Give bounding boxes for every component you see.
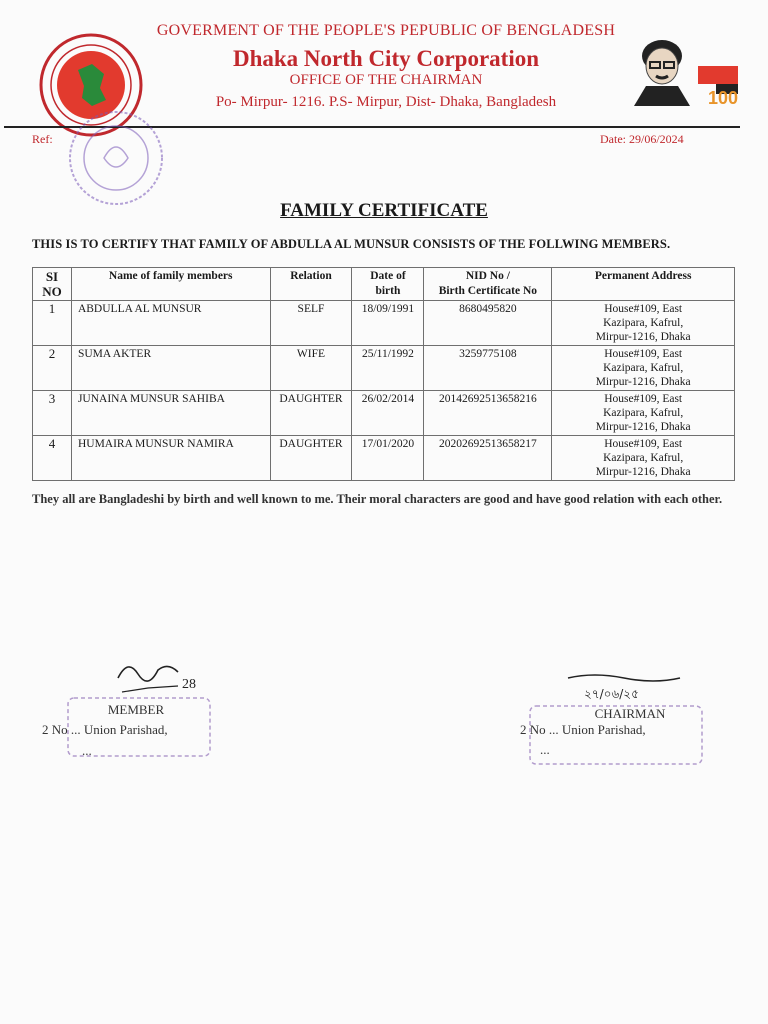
character-statement: They all are Bangladeshi by birth and well known to me. Their moral characters are good and have good relation with each other. (32, 492, 723, 506)
cell-relation: DAUGHTER (270, 436, 352, 481)
office-heading: OFFICE OF THE CHAIRMAN (289, 72, 483, 88)
table-header-row (33, 268, 735, 301)
header-relation: Relation (270, 268, 352, 301)
cell-dob: 25/11/1992 (352, 346, 424, 391)
table-row (33, 346, 735, 391)
portrait-logo (628, 32, 756, 108)
cell-address: House#109, East Kazipara, Kafrul, Mirpur-1216, Dhaka (552, 301, 735, 346)
cell-dob: 26/02/2014 (352, 391, 424, 436)
header-nid: NID No / Birth Certificate No (424, 268, 552, 301)
cell-serial: 2 (33, 346, 72, 391)
cell-nid: 3259775108 (424, 346, 552, 391)
cell-address: House#109, East Kazipara, Kafrul, Mirpur-1216, Dhaka (552, 436, 735, 481)
cell-name: ABDULLA AL MUNSUR (71, 301, 270, 346)
round-office-stamp (60, 106, 172, 210)
member-union: 2 No ... Union Parishad, (42, 722, 168, 737)
header-name: Name of family members (71, 268, 270, 301)
cell-nid: 20142692513658216 (424, 391, 552, 436)
cell-address: House#109, East Kazipara, Kafrul, Mirpur-1216, Dhaka (552, 391, 735, 436)
cell-address: House#109, East Kazipara, Kafrul, Mirpur-1216, Dhaka (552, 346, 735, 391)
table-row (33, 301, 735, 346)
cell-name: JUNAINA MUNSUR SAHIBA (71, 391, 270, 436)
header-address: Permanent Address (552, 268, 735, 301)
cell-serial: 4 (33, 436, 72, 481)
cell-nid: 20202692513658217 (424, 436, 552, 481)
office-address: Po- Mirpur- 1216. P.S- Mirpur, Dist- Dhaka, Bangladesh (215, 94, 557, 110)
member-location: ... (82, 743, 92, 758)
cell-relation: WIFE (270, 346, 352, 391)
cell-serial: 1 (33, 301, 72, 346)
cell-name: HUMAIRA MUNSUR NAMIRA (71, 436, 270, 481)
cell-serial: 3 (33, 391, 72, 436)
table-row (33, 391, 735, 436)
header-serial: SI NO (33, 268, 72, 301)
table-row (33, 436, 735, 481)
svg-text:28: 28 (182, 677, 196, 692)
badge-text: 100 (707, 88, 738, 108)
cell-relation: DAUGHTER (270, 391, 352, 436)
corporation-name: Dhaka North City Corporation (232, 46, 540, 71)
cell-relation: SELF (270, 301, 352, 346)
document-title: FAMILY CERTIFICATE (280, 200, 488, 221)
reference-label: Ref: (32, 132, 53, 146)
cell-name: SUMA AKTER (71, 346, 270, 391)
chairman-location: ... (540, 742, 550, 757)
header-dob: Date of birth (352, 268, 424, 301)
svg-text:২৭/০৬/২৫: ২৭/০৬/২৫ (584, 687, 639, 701)
family-members-table (32, 267, 735, 481)
member-title: MEMBER (107, 702, 165, 717)
cell-dob: 17/01/2020 (352, 436, 424, 481)
government-heading: GOVERMENT OF THE PEOPLE'S PEPUBLIC OF BENGLADESH (156, 22, 616, 39)
cell-nid: 8680495820 (424, 301, 552, 346)
chairman-union: 2 No ... Union Parishad, (520, 722, 646, 737)
document-date: Date: 29/06/2024 (600, 132, 684, 146)
certify-statement: THIS IS TO CERTIFY THAT FAMILY OF ABDULLA AL MUNSUR CONSISTS OF THE FOLLWING MEMBERS. (32, 237, 671, 251)
cell-dob: 18/09/1991 (352, 301, 424, 346)
chairman-title: CHAIRMAN (594, 706, 666, 721)
